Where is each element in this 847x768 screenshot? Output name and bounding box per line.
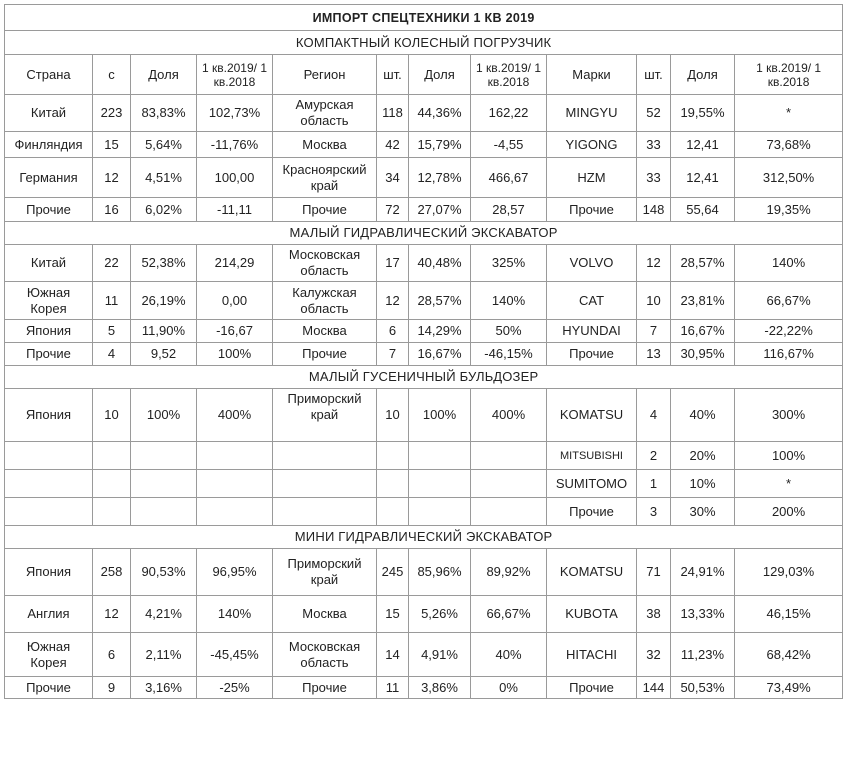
cell-country xyxy=(5,470,93,498)
header-country-count: с xyxy=(93,55,131,95)
cell-brand-share: 28,57% xyxy=(671,245,735,282)
cell-country-share: 2,11% xyxy=(131,633,197,677)
cell-country-change: 140% xyxy=(197,596,273,633)
cell-brand-share: 30% xyxy=(671,498,735,526)
cell-brand-share: 24,91% xyxy=(671,549,735,596)
cell-brand-change: 68,42% xyxy=(735,633,843,677)
cell-country-share: 5,64% xyxy=(131,132,197,158)
cell-country-count: 5 xyxy=(93,320,131,343)
cell-region: Москва xyxy=(273,320,377,343)
table-row xyxy=(5,549,843,596)
section-title-4: МИНИ ГИДРАВЛИЧЕСКИЙ ЭКСКАВАТОР xyxy=(5,526,843,549)
cell-country-change xyxy=(197,470,273,498)
cell-region: Приморский край xyxy=(273,389,377,442)
cell-region-share xyxy=(409,442,471,470)
cell-country-change: 102,73% xyxy=(197,95,273,132)
cell-region-share: 5,26% xyxy=(409,596,471,633)
header-region-share: Доля xyxy=(409,55,471,95)
section-title-1: КОМПАКТНЫЙ КОЛЕСНЫЙ ПОГРУЗЧИК xyxy=(5,31,843,55)
cell-brand-share: 13,33% xyxy=(671,596,735,633)
header-country: Страна xyxy=(5,55,93,95)
cell-region: Приморский край xyxy=(273,549,377,596)
cell-region-share: 100% xyxy=(409,389,471,442)
cell-country xyxy=(5,442,93,470)
table-row xyxy=(5,470,843,498)
cell-country-change: 100,00 xyxy=(197,158,273,198)
cell-region-change: 466,67 xyxy=(471,158,547,198)
cell-country-share: 3,16% xyxy=(131,677,197,699)
cell-country-change: 214,29 xyxy=(197,245,273,282)
cell-country: Япония xyxy=(5,549,93,596)
cell-country-share xyxy=(131,442,197,470)
cell-region-count: 15 xyxy=(377,596,409,633)
import-table xyxy=(4,4,843,699)
cell-country xyxy=(5,498,93,526)
cell-brand: HYUNDAI xyxy=(547,320,637,343)
cell-region xyxy=(273,498,377,526)
cell-region-count: 72 xyxy=(377,198,409,222)
cell-region-share: 3,86% xyxy=(409,677,471,699)
cell-region-count: 17 xyxy=(377,245,409,282)
table-row xyxy=(5,282,843,320)
cell-country-count xyxy=(93,498,131,526)
cell-brand-share: 40% xyxy=(671,389,735,442)
cell-brand-change: 300% xyxy=(735,389,843,442)
cell-brand-share: 19,55% xyxy=(671,95,735,132)
table-row xyxy=(5,389,843,442)
cell-brand-change: 19,35% xyxy=(735,198,843,222)
cell-brand-share: 16,67% xyxy=(671,320,735,343)
table-row xyxy=(5,198,843,222)
section-body-2 xyxy=(5,245,843,366)
header-region-change: 1 кв.2019/ 1 кв.2018 xyxy=(471,55,547,95)
cell-brand: SUMITOMO xyxy=(547,470,637,498)
cell-brand-change: 73,68% xyxy=(735,132,843,158)
cell-region-count xyxy=(377,442,409,470)
cell-region-change: 325% xyxy=(471,245,547,282)
header-brand: Марки xyxy=(547,55,637,95)
table-row xyxy=(5,677,843,699)
cell-brand: KOMATSU xyxy=(547,389,637,442)
cell-brand-count: 4 xyxy=(637,389,671,442)
cell-country: Китай xyxy=(5,245,93,282)
cell-country-change xyxy=(197,498,273,526)
cell-region-change xyxy=(471,498,547,526)
cell-brand-share: 30,95% xyxy=(671,343,735,366)
cell-region-count: 6 xyxy=(377,320,409,343)
cell-country-change: 400% xyxy=(197,389,273,442)
cell-brand-count: 32 xyxy=(637,633,671,677)
cell-region-share: 15,79% xyxy=(409,132,471,158)
cell-country-count xyxy=(93,470,131,498)
cell-country: Германия xyxy=(5,158,93,198)
cell-country-count: 258 xyxy=(93,549,131,596)
cell-brand-count: 71 xyxy=(637,549,671,596)
cell-brand-change: 46,15% xyxy=(735,596,843,633)
cell-country: Англия xyxy=(5,596,93,633)
cell-region-share: 27,07% xyxy=(409,198,471,222)
cell-country-count: 9 xyxy=(93,677,131,699)
cell-country: Финляндия xyxy=(5,132,93,158)
cell-brand-share: 50,53% xyxy=(671,677,735,699)
table-row xyxy=(5,633,843,677)
cell-region-count: 118 xyxy=(377,95,409,132)
header-brand-count: шт. xyxy=(637,55,671,95)
table-title: ИМПОРТ СПЕЦТЕХНИКИ 1 КВ 2019 xyxy=(5,5,843,31)
cell-brand-share: 55,64 xyxy=(671,198,735,222)
cell-region-share: 14,29% xyxy=(409,320,471,343)
cell-region-change: -46,15% xyxy=(471,343,547,366)
cell-country-share: 6,02% xyxy=(131,198,197,222)
section-body-1 xyxy=(5,95,843,222)
cell-brand-change: 140% xyxy=(735,245,843,282)
cell-region: Прочие xyxy=(273,198,377,222)
cell-brand-count: 52 xyxy=(637,95,671,132)
cell-country-change: -16,67 xyxy=(197,320,273,343)
cell-brand-share: 23,81% xyxy=(671,282,735,320)
cell-region xyxy=(273,442,377,470)
cell-brand-change: * xyxy=(735,95,843,132)
cell-region: Москва xyxy=(273,132,377,158)
cell-country-share xyxy=(131,498,197,526)
cell-country-change: 96,95% xyxy=(197,549,273,596)
cell-region-count: 12 xyxy=(377,282,409,320)
cell-country: Прочие xyxy=(5,677,93,699)
cell-country-share: 26,19% xyxy=(131,282,197,320)
cell-region: Прочие xyxy=(273,677,377,699)
cell-region-count: 34 xyxy=(377,158,409,198)
cell-region-share xyxy=(409,498,471,526)
cell-brand: MITSUBISHI xyxy=(547,442,637,470)
cell-region: Москва xyxy=(273,596,377,633)
cell-brand: KOMATSU xyxy=(547,549,637,596)
cell-country-change: -25% xyxy=(197,677,273,699)
section-header-row xyxy=(5,526,843,549)
cell-country-count: 10 xyxy=(93,389,131,442)
table-row xyxy=(5,343,843,366)
cell-brand-share: 10% xyxy=(671,470,735,498)
cell-brand-count: 10 xyxy=(637,282,671,320)
cell-region-share: 12,78% xyxy=(409,158,471,198)
cell-region-count: 42 xyxy=(377,132,409,158)
cell-brand: Прочие xyxy=(547,677,637,699)
table-row xyxy=(5,95,843,132)
cell-country-change: -11,11 xyxy=(197,198,273,222)
cell-region-count xyxy=(377,498,409,526)
cell-region-change: 66,67% xyxy=(471,596,547,633)
cell-brand-count: 2 xyxy=(637,442,671,470)
cell-brand-change: 66,67% xyxy=(735,282,843,320)
cell-country-share: 90,53% xyxy=(131,549,197,596)
cell-brand-change: * xyxy=(735,470,843,498)
cell-region: Калужская область xyxy=(273,282,377,320)
table-row xyxy=(5,596,843,633)
cell-country-count: 4 xyxy=(93,343,131,366)
cell-region xyxy=(273,470,377,498)
cell-region-change xyxy=(471,442,547,470)
cell-brand-change: 129,03% xyxy=(735,549,843,596)
cell-country-count: 12 xyxy=(93,158,131,198)
cell-region-change: 0% xyxy=(471,677,547,699)
cell-brand-count: 148 xyxy=(637,198,671,222)
column-header-row xyxy=(5,55,843,95)
cell-country-share: 83,83% xyxy=(131,95,197,132)
cell-country-share: 11,90% xyxy=(131,320,197,343)
cell-brand-count: 33 xyxy=(637,158,671,198)
cell-region-share: 4,91% xyxy=(409,633,471,677)
cell-region-share: 85,96% xyxy=(409,549,471,596)
table-row xyxy=(5,158,843,198)
cell-brand-count: 7 xyxy=(637,320,671,343)
cell-region-count: 10 xyxy=(377,389,409,442)
cell-brand-count: 33 xyxy=(637,132,671,158)
cell-country-count: 12 xyxy=(93,596,131,633)
header-country-share: Доля xyxy=(131,55,197,95)
header-country-change: 1 кв.2019/ 1 кв.2018 xyxy=(197,55,273,95)
cell-country-share: 4,51% xyxy=(131,158,197,198)
cell-brand-count: 12 xyxy=(637,245,671,282)
cell-country: Япония xyxy=(5,320,93,343)
cell-country-count: 22 xyxy=(93,245,131,282)
cell-region-change: 40% xyxy=(471,633,547,677)
cell-country-share: 100% xyxy=(131,389,197,442)
cell-brand: MINGYU xyxy=(547,95,637,132)
cell-country-change: -45,45% xyxy=(197,633,273,677)
cell-region-change: 162,22 xyxy=(471,95,547,132)
cell-country-share: 9,52 xyxy=(131,343,197,366)
cell-region-count xyxy=(377,470,409,498)
cell-country-change: 0,00 xyxy=(197,282,273,320)
cell-country: Прочие xyxy=(5,343,93,366)
cell-brand-count: 38 xyxy=(637,596,671,633)
cell-country-count: 16 xyxy=(93,198,131,222)
cell-region-count: 11 xyxy=(377,677,409,699)
cell-region-change xyxy=(471,470,547,498)
cell-region-change: 50% xyxy=(471,320,547,343)
cell-brand: Прочие xyxy=(547,343,637,366)
cell-brand-count: 1 xyxy=(637,470,671,498)
cell-region-share xyxy=(409,470,471,498)
cell-region: Прочие xyxy=(273,343,377,366)
cell-country-change: 100% xyxy=(197,343,273,366)
cell-region-count: 7 xyxy=(377,343,409,366)
section-body-4 xyxy=(5,549,843,699)
section-title-3: МАЛЫЙ ГУСЕНИЧНЫЙ БУЛЬДОЗЕР xyxy=(5,366,843,389)
cell-country: Южная Корея xyxy=(5,633,93,677)
cell-region-share: 44,36% xyxy=(409,95,471,132)
cell-country-change xyxy=(197,442,273,470)
cell-region-change: 400% xyxy=(471,389,547,442)
cell-country: Япония xyxy=(5,389,93,442)
table-row xyxy=(5,498,843,526)
section-header-row xyxy=(5,222,843,245)
cell-brand-change: 116,67% xyxy=(735,343,843,366)
cell-brand: VOLVO xyxy=(547,245,637,282)
cell-country-share: 4,21% xyxy=(131,596,197,633)
cell-country-count: 223 xyxy=(93,95,131,132)
cell-region-change: 140% xyxy=(471,282,547,320)
cell-region-share: 28,57% xyxy=(409,282,471,320)
cell-region: Московская область xyxy=(273,633,377,677)
section-title-2: МАЛЫЙ ГИДРАВЛИЧЕСКИЙ ЭКСКАВАТОР xyxy=(5,222,843,245)
cell-country: Прочие xyxy=(5,198,93,222)
cell-region: Красноярский край xyxy=(273,158,377,198)
section-body-3 xyxy=(5,389,843,526)
cell-brand: KUBOTA xyxy=(547,596,637,633)
cell-brand-count: 144 xyxy=(637,677,671,699)
title-row xyxy=(5,5,843,31)
cell-region-share: 16,67% xyxy=(409,343,471,366)
cell-region: Московская область xyxy=(273,245,377,282)
cell-region-count: 14 xyxy=(377,633,409,677)
cell-country-share xyxy=(131,470,197,498)
cell-brand: YIGONG xyxy=(547,132,637,158)
cell-country-change: -11,76% xyxy=(197,132,273,158)
cell-brand-change: 100% xyxy=(735,442,843,470)
section-header-row xyxy=(5,366,843,389)
cell-brand-count: 13 xyxy=(637,343,671,366)
table-row xyxy=(5,442,843,470)
table-row xyxy=(5,245,843,282)
cell-brand: HZM xyxy=(547,158,637,198)
cell-brand-change: 312,50% xyxy=(735,158,843,198)
cell-brand-change: 200% xyxy=(735,498,843,526)
cell-brand-change: 73,49% xyxy=(735,677,843,699)
cell-brand-share: 20% xyxy=(671,442,735,470)
cell-brand-share: 12,41 xyxy=(671,132,735,158)
header-brand-change: 1 кв.2019/ 1 кв.2018 xyxy=(735,55,843,95)
header-region-count: шт. xyxy=(377,55,409,95)
cell-region: Амурская область xyxy=(273,95,377,132)
cell-region-change: 28,57 xyxy=(471,198,547,222)
table-row xyxy=(5,132,843,158)
cell-country: Южная Корея xyxy=(5,282,93,320)
cell-region-count: 245 xyxy=(377,549,409,596)
cell-region-share: 40,48% xyxy=(409,245,471,282)
cell-brand-change: -22,22% xyxy=(735,320,843,343)
cell-brand: Прочие xyxy=(547,198,637,222)
cell-brand: CAT xyxy=(547,282,637,320)
import-table-container xyxy=(4,4,843,699)
cell-brand: HITACHI xyxy=(547,633,637,677)
cell-brand: Прочие xyxy=(547,498,637,526)
cell-country-count: 11 xyxy=(93,282,131,320)
cell-country: Китай xyxy=(5,95,93,132)
cell-country-count: 15 xyxy=(93,132,131,158)
cell-country-count: 6 xyxy=(93,633,131,677)
cell-brand-share: 11,23% xyxy=(671,633,735,677)
header-region: Регион xyxy=(273,55,377,95)
cell-country-share: 52,38% xyxy=(131,245,197,282)
cell-region-change: -4,55 xyxy=(471,132,547,158)
cell-country-count xyxy=(93,442,131,470)
cell-brand-share: 12,41 xyxy=(671,158,735,198)
table-row xyxy=(5,320,843,343)
header-brand-share: Доля xyxy=(671,55,735,95)
cell-brand-count: 3 xyxy=(637,498,671,526)
section-header-row xyxy=(5,31,843,55)
cell-region-change: 89,92% xyxy=(471,549,547,596)
